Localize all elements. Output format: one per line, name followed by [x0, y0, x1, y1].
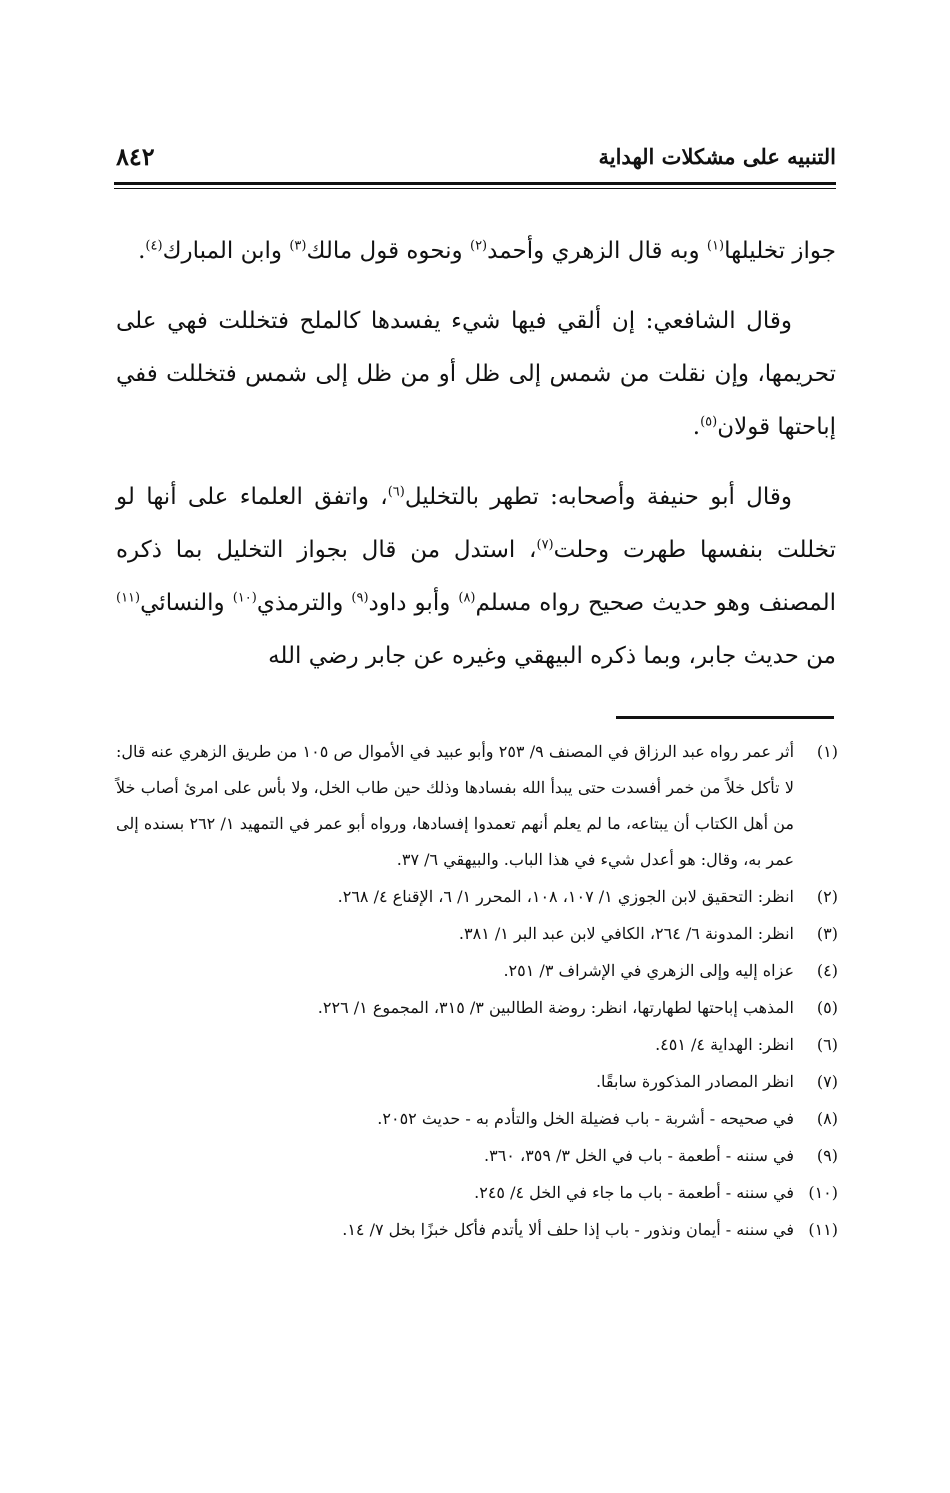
footnote-text: المذهب إباحتها لطهارتها، انظر: روضة الطالبين ٣/ ٣١٥، المجموع ١/ ٢٢٦.: [317, 998, 794, 1017]
text-run: والنسائي: [140, 590, 233, 616]
header-rule-thin: [114, 188, 836, 189]
footnote-item: [116, 734, 838, 878]
footnote-ref[interactable]: (٤): [145, 238, 163, 254]
text-run: جواز تخليلها: [724, 238, 836, 264]
footnote-number: (٧): [816, 1072, 838, 1091]
footnote-number: (٢): [816, 887, 838, 906]
footnotes: [116, 734, 838, 1249]
text-run: والترمذي: [256, 590, 352, 616]
footnote-number: (١٠): [808, 1183, 838, 1202]
body-paragraph: [116, 295, 836, 454]
footnote-ref[interactable]: (١٠): [232, 590, 257, 606]
footnote-text: في صحيحه - أشربة - باب فضيلة الخل والتأدم به - حديث ٢٠٥٢.: [377, 1109, 794, 1128]
text-run: ونحوه قول مالك: [306, 238, 470, 264]
running-header: [114, 142, 836, 178]
text-run: وقال الشافعي: إن ألقي فيها شيء يفسدها كالملح فتخللت فهي على تحريمها، وإن نقلت من شمس إلى ظل أو من ظل إلى شمس فتخللت ففي إباحتها قولان: [116, 308, 836, 440]
footnote-item: [116, 1027, 838, 1063]
footnote-number: (٩): [816, 1146, 838, 1165]
header-book-title: التنبيه على مشكلات الهداية: [598, 144, 836, 169]
footnote-text: في سننه - أيمان ونذور - باب إذا حلف ألا يأتدم فأكل خبزًا بخل ٧/ ١٤.: [342, 1220, 794, 1239]
footnote-ref[interactable]: (١١): [116, 590, 141, 606]
footnote-number: (١١): [808, 1220, 838, 1239]
footnote-ref[interactable]: (٩): [351, 590, 369, 606]
footnote-number: (٨): [816, 1109, 838, 1128]
body-paragraph: [116, 225, 836, 278]
footnote-ref[interactable]: (٨): [458, 590, 476, 606]
footnote-item: [116, 1212, 838, 1248]
footnote-text: انظر: الهداية ٤/ ٤٥١.: [655, 1035, 794, 1054]
footnote-text: أثر عمر رواه عبد الرزاق في المصنف ٩/ ٢٥٣ وأبو عبيد في الأموال ص ١٠٥ من طريق الزهري عنه قال: لا تأكل خلاً من خمر أفسدت حتى يبدأ الله بفسادها وذلك حين طاب الخل، ولا بأس على امرئ أصاب خلاً من أهل الكتاب أن يبتاعه، ما لم يعلم أنهم تعمدوا إفسادها، ورواه أبو عمر في التمهيد ١/ ٢٦٢ بسنده إلى عمر به، وقال: هو أعدل شيء في هذا الباب. والبيهقي ٦/ ٣٧.: [116, 742, 795, 869]
footnote-text: في سننه - أطعمة - باب في الخل ٣/ ٣٥٩، ٣٦٠.: [484, 1146, 794, 1165]
footnote-number: (١): [816, 742, 838, 761]
text-run: وبه قال الزهري وأحمد: [487, 238, 707, 264]
main-text: [116, 225, 836, 700]
footnote-text: عزاه إليه وإلى الزهري في الإشراف ٣/ ٢٥١.: [503, 961, 794, 980]
footnote-item: [116, 1101, 838, 1137]
text-run: .: [138, 238, 146, 264]
footnote-item: [116, 953, 838, 989]
page-number: ٨٤٢: [116, 142, 155, 171]
text-run: وأبو داود: [368, 590, 459, 616]
footnote-item: [116, 879, 838, 915]
text-run: وابن المبارك: [162, 238, 290, 264]
footnote-item: [116, 916, 838, 952]
footnote-number: (٥): [816, 998, 838, 1017]
text-run: من حديث جابر، وبما ذكره البيهقي وغيره عن جابر رضي الله: [268, 643, 836, 669]
footnote-ref[interactable]: (٦): [387, 484, 405, 500]
footnote-ref[interactable]: (٥): [700, 414, 718, 430]
footnote-text: في سننه - أطعمة - باب ما جاء في الخل ٤/ ٢٤٥.: [474, 1183, 794, 1202]
header-rule-thick: [114, 182, 836, 185]
footnote-text: انظر: المدونة ٦/ ٢٦٤، الكافي لابن عبد البر ١/ ٣٨١.: [458, 924, 794, 943]
footnote-separator: [616, 716, 834, 719]
footnote-text: انظر: التحقيق لابن الجوزي ١/ ١٠٧، ١٠٨، المحرر ١/ ٦، الإقناع ٤/ ٢٦٨.: [337, 887, 794, 906]
footnote-ref[interactable]: (٢): [469, 238, 488, 254]
text-run: ، استدل من قال بجواز التخليل بما ذكره المصنف وهو حديث صحيح رواه مسلم: [116, 537, 837, 616]
body-paragraph: [116, 471, 836, 683]
footnote-item: [116, 990, 838, 1026]
footnote-ref[interactable]: (٣): [289, 238, 307, 254]
text-run: وقال أبو حنيفة وأصحابه: تطهر بالتخليل: [404, 484, 792, 510]
footnote-item: [116, 1138, 838, 1174]
footnote-number: (٤): [816, 961, 838, 980]
text-run: ، واتفق العلماء على أنها لو تخللت بنفسها طهرت وحلت: [116, 484, 837, 563]
footnote-ref[interactable]: (٧): [536, 537, 554, 553]
footnote-number: (٦): [816, 1035, 838, 1054]
footnote-ref[interactable]: (١): [706, 238, 725, 254]
footnote-item: [116, 1064, 838, 1100]
text-run: .: [692, 414, 701, 440]
footnote-item: [116, 1175, 838, 1211]
footnote-number: (٣): [816, 924, 838, 943]
footnote-text: انظر المصادر المذكورة سابقًا.: [595, 1072, 794, 1091]
